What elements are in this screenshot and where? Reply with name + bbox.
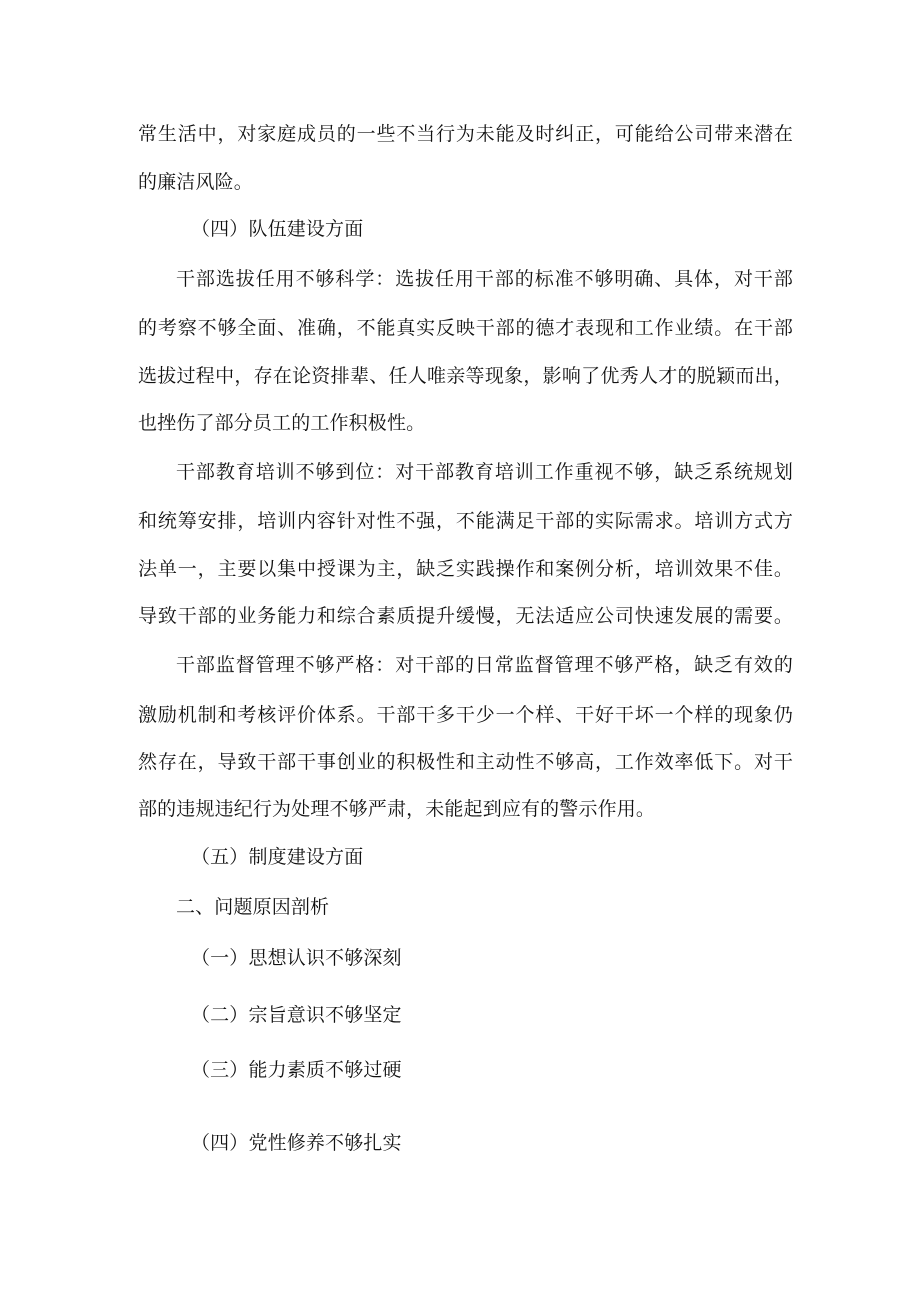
section-heading: （四）党性修养不够扎实 [191,1132,402,1154]
paragraph-line: 选拔过程中，存在论资排辈、任人唯亲等现象，影响了优秀人才的脱颖而出， [138,365,793,387]
section-heading: （五）制度建设方面 [191,846,364,868]
paragraph-line: 干部教育培训不够到位：对干部教育培训工作重视不够，缺乏系统规划 [176,461,793,483]
paragraph-line: 的考察不够全面、准确，不能真实反映干部的德才表现和工作业绩。在干部 [138,317,793,339]
section-heading: （二）宗旨意识不够坚定 [191,1004,402,1026]
paragraph-line: 干部监督管理不够严格：对干部的日常监督管理不够严格，缺乏有效的 [176,654,793,676]
paragraph-line: 法单一，主要以集中授课为主，缺乏实践操作和案例分析，培训效果不佳。 [138,558,793,580]
paragraph-line: 的廉洁风险。 [138,171,253,193]
paragraph-line: 干部选拔任用不够科学：选拔任用干部的标准不够明确、具体，对干部 [176,268,793,290]
paragraph-line: 然存在，导致干部干事创业的积极性和主动性不够高，工作效率低下。对干 [138,751,793,773]
paragraph-line: 部的违规违纪行为处理不够严肃，未能起到应有的警示作用。 [138,798,656,820]
section-heading: （一）思想认识不够深刻 [191,947,402,969]
chapter-heading: 二、问题原因剖析 [176,896,330,918]
paragraph-line: 导致干部的业务能力和综合素质提升缓慢，无法适应公司快速发展的需要。 [138,605,793,627]
paragraph-line: 也挫伤了部分员工的工作积极性。 [138,412,426,434]
section-heading: （四）队伍建设方面 [191,218,364,240]
section-heading: （三）能力素质不够过硬 [191,1059,402,1081]
paragraph-line: 和统筹安排，培训内容针对性不强，不能满足干部的实际需求。培训方式方 [138,510,793,532]
paragraph-line: 激励机制和考核评价体系。干部干多干少一个样、干好干坏一个样的现象仍 [138,704,793,726]
paragraph-line: 常生活中，对家庭成员的一些不当行为未能及时纠正，可能给公司带来潜在 [138,123,793,145]
